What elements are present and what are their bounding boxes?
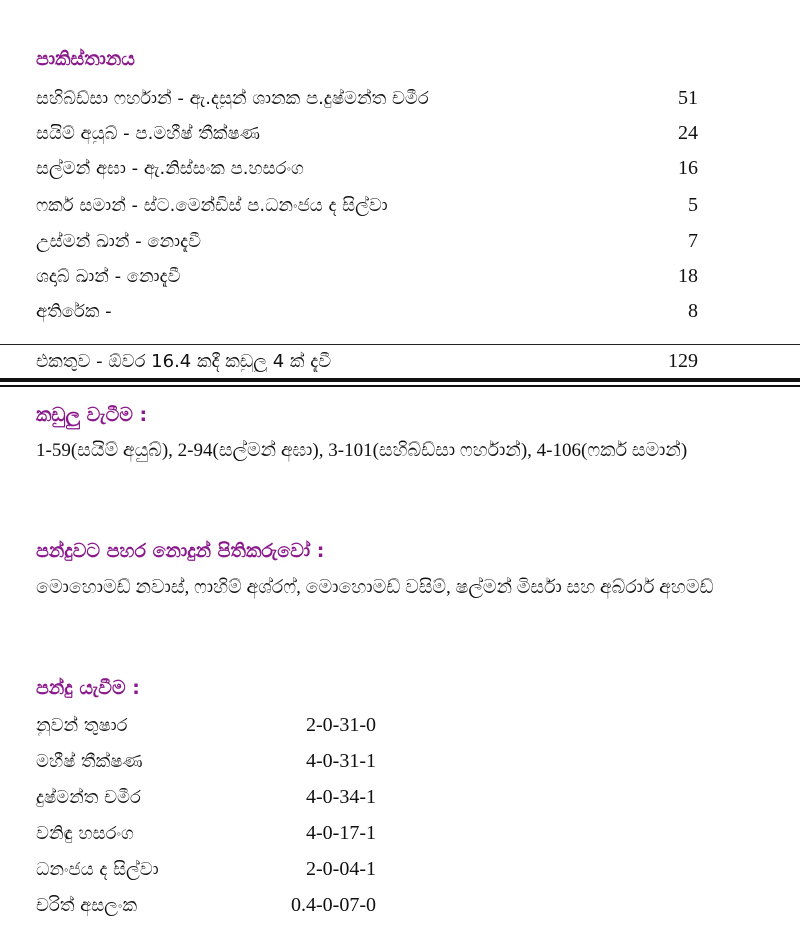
total-runs: 129 xyxy=(668,349,698,372)
batting-row xyxy=(36,118,698,148)
extras-row xyxy=(36,296,698,326)
bowler-name: වනිඳු හසරංග xyxy=(36,822,134,844)
extras-label: අතිරේක - xyxy=(36,300,112,322)
batting-row xyxy=(36,190,698,220)
bowling-row xyxy=(36,890,376,920)
extras-runs: 8 xyxy=(688,299,698,322)
batter-runs: 7 xyxy=(688,229,698,252)
batter-name: සයිම් අයුබ් - ප.මහීෂ් තීක්ෂණ xyxy=(36,122,260,144)
batter-runs: 5 xyxy=(688,193,698,216)
bowler-figures: 4-0-17-1 xyxy=(306,821,376,844)
batter-runs: 51 xyxy=(678,86,698,109)
divider-line xyxy=(0,385,800,387)
bowler-name: චරිත් අසලංක xyxy=(36,894,138,916)
bowler-figures: 0.4-0-07-0 xyxy=(291,893,376,916)
bowling-row xyxy=(36,818,376,848)
did-not-bat-heading: පන්දුවට පහර නොදුන් පිතිකරුවෝ : xyxy=(36,540,325,562)
did-not-bat-text: මොහොමඩ් නවාස්, ෆාහිම් අශ්රෆ්, මොහොමඩ් වසිම්, ෂල්මන් මිර්සා සහ අබ්රාර් අහමඩ් xyxy=(36,577,714,598)
bowling-row xyxy=(36,746,376,776)
bowling-heading: පන්දු යැවීම : xyxy=(36,677,140,699)
total-label: එකතුව - ඕවර 16.4 කදී කඩුලු 4 ක් දැවී xyxy=(36,350,332,372)
bowler-name: ධනංජය ද සිල්වා xyxy=(36,858,159,880)
batter-name: උස්මන් ඛාන් - නොදැවී xyxy=(36,230,202,252)
fall-of-wickets-text: 1-59(සයිම් අයුබ්), 2-94(සල්මන් අඝා), 3-101(සහිබ්ඩ්සා ෆර්හාන්), 4-106(ෆකර් සමාන්) xyxy=(36,440,688,461)
batter-runs: 18 xyxy=(678,264,698,287)
bowling-row xyxy=(36,782,376,812)
bowling-row xyxy=(36,710,376,740)
bowler-figures: 2-0-31-0 xyxy=(306,713,376,736)
bowler-name: දුෂ්මන්ත චමීර xyxy=(36,786,141,808)
divider-line xyxy=(0,378,800,382)
bowler-name: නුවන් තුෂාර xyxy=(36,714,128,736)
batting-row xyxy=(36,226,698,256)
bowling-row xyxy=(36,854,376,884)
batting-row xyxy=(36,83,698,113)
team-heading: පාකිස්තානය xyxy=(36,48,135,70)
bowler-figures: 2-0-04-1 xyxy=(306,857,376,880)
batter-name: ෆකර් සමාන් - ස්ට.මෙන්ඩිස් ප.ධනංජය ද සිල්වා xyxy=(36,194,388,216)
batter-name: ශදාබ් ඛාන් - නොදැවී xyxy=(36,265,181,287)
fall-of-wickets-heading: කඩුලු වැටීම : xyxy=(36,404,148,426)
total-row xyxy=(36,346,698,376)
divider-line xyxy=(0,344,800,345)
batter-runs: 24 xyxy=(678,121,698,144)
batter-runs: 16 xyxy=(678,156,698,179)
bowler-figures: 4-0-31-1 xyxy=(306,749,376,772)
batter-name: සහිබ්ඩ්සා ෆර්හාන් - ඇ.දසුන් ශානක ප.දුෂ්මන්ත චමීර xyxy=(36,87,429,109)
batting-row xyxy=(36,153,698,183)
bowler-figures: 4-0-34-1 xyxy=(306,785,376,808)
bowler-name: මහීෂ් තීක්ෂණ xyxy=(36,750,143,772)
batter-name: සල්මන් අඝා - ඇ.නිස්සංක ප.හසරංග xyxy=(36,157,304,179)
batting-row xyxy=(36,261,698,291)
